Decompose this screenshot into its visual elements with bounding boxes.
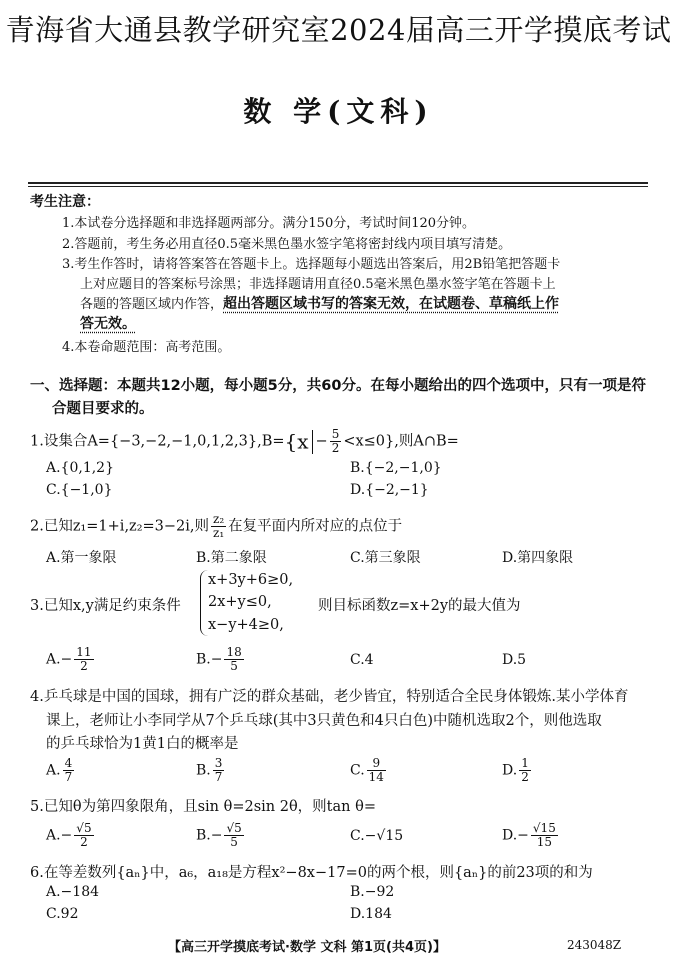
q5-option-d	[502, 822, 560, 849]
notice-item-3-plain: 各题的答题区域内作答，	[80, 297, 224, 312]
q2-frac-den: z₁	[213, 526, 225, 540]
q3-a-prefix: A.−	[46, 651, 73, 668]
q1-set-b-open: {x	[284, 429, 309, 454]
q5-option-b	[196, 822, 246, 849]
notice-item-2: 2.答题前，考生务必用直径0.5毫米黑色墨水签字笔将密封线内项目填写清楚。	[62, 237, 512, 252]
notice-item-3: 3.考生作答时，请将答案答在答题卡上。选择题每小题选出答案后，用2B铅笔把答题卡	[62, 257, 561, 272]
q5-d-den: 15	[536, 835, 552, 849]
q4-option-d	[502, 757, 533, 784]
q2-option-d: D.第四象限	[502, 550, 574, 566]
q3-option-a	[46, 646, 96, 673]
q4-b-prefix: B.	[196, 762, 211, 779]
q4-c-fraction	[367, 757, 386, 784]
header-rule-thin	[28, 186, 648, 187]
q4-a-fraction	[63, 757, 75, 784]
notice-item-3-cont-1: 上对应题目的答案标号涂黑；非选择题请用直径0.5毫米黑色墨水签字笔在答题卡上	[80, 277, 556, 292]
header-rule-thick	[28, 182, 648, 184]
question-2-stem	[30, 513, 402, 540]
section-heading-cont: 合题目要求的。	[52, 401, 154, 417]
q4-c-num: 9	[367, 757, 386, 771]
question-1-stem	[30, 428, 459, 455]
page-footer: 【高三开学摸底考试·数学 文科 第1页(共4页)】	[168, 940, 446, 955]
q2-fraction	[211, 513, 226, 540]
q5-b-prefix: B.−	[196, 827, 223, 844]
notice-item-3-emphasis-end: 答无效。	[80, 316, 136, 332]
q4-line-1: 4.乒乓球是中国的国球，拥有广泛的群众基础，老少皆宜，特别适合全民身体锻炼.某小学体育	[30, 689, 629, 705]
q5-a-num: √5	[76, 821, 92, 835]
q3-constraint-2: 2x+y≤0,	[208, 594, 272, 610]
q2-option-b: B.第二象限	[196, 550, 267, 566]
q1-option-b: B.{−2,−1,0}	[350, 460, 442, 476]
q3-option-b	[196, 646, 246, 673]
q4-a-den: 7	[64, 770, 73, 784]
q2-stem-end: 在复平面内所对应的点位于	[228, 518, 403, 535]
q4-option-b	[196, 757, 226, 784]
q5-d-prefix: D.−	[502, 827, 529, 844]
q4-line-3: 的乒乓球恰为1黄1白的概率是	[46, 736, 239, 752]
q2-option-c: C.第三象限	[350, 550, 421, 566]
q4-a-prefix: A.	[46, 762, 61, 779]
q3-stem-end: 则目标函数z=x+2y的最大值为	[318, 598, 521, 614]
q5-b-num: √5	[226, 821, 242, 835]
q4-d-den: 2	[521, 770, 529, 784]
q3-option-d: D.5	[502, 652, 527, 668]
section-heading: 一、选择题：本题共12小题，每小题5分，共60分。在每小题给出的四个选项中，只有一项是符	[30, 378, 646, 394]
q1-fraction	[330, 428, 342, 455]
q6-option-b: B.−92	[350, 884, 395, 900]
q5-b-den: 5	[230, 835, 238, 849]
exam-title: 青海省大通县教学研究室2024届高三开学摸底考试	[5, 13, 672, 47]
q3-b-fraction	[224, 646, 243, 673]
q4-option-c	[350, 757, 388, 784]
notice-item-3-cont-2	[80, 293, 559, 313]
q1-option-a: A.{0,1,2}	[46, 460, 114, 476]
q3-constraint-1: x+3y+6≥0,	[208, 572, 294, 588]
q4-d-fraction	[519, 757, 531, 784]
q5-b-fraction	[224, 822, 243, 849]
q1-frac-num: 5	[331, 427, 340, 441]
q3-a-num: 11	[76, 645, 92, 659]
q6-option-d: D.184	[350, 906, 392, 922]
notice-item-3-emphasis: 超出答题区域书写的答案无效，在试题卷、草稿纸上作	[223, 296, 560, 312]
question-5-stem: 5.已知θ为第四象限角，且sin θ=2sin 2θ，则tan θ=	[30, 799, 376, 815]
q1-frac-den: 2	[331, 441, 340, 455]
q4-d-num: 1	[521, 756, 529, 770]
q4-option-a	[46, 757, 76, 784]
q4-b-den: 7	[214, 770, 223, 784]
q1-set-b-close: <x≤0}	[343, 433, 395, 450]
q2-option-a: A.第一象限	[46, 550, 117, 566]
notice-item-1: 1.本试卷分选择题和非选择题两部分。满分150分，考试时间120分钟。	[62, 216, 476, 231]
q5-a-fraction	[74, 822, 93, 849]
q3-a-fraction	[74, 646, 93, 673]
q1-option-c: C.{−1,0}	[46, 482, 113, 498]
paper-code: 243048Z	[567, 938, 622, 952]
q5-option-c: C.−√15	[350, 828, 404, 844]
q1-minus: −	[315, 433, 328, 450]
q4-c-den: 14	[368, 770, 384, 784]
q3-constraint-3: x−y+4≥0,	[208, 617, 284, 633]
q3-a-den: 2	[80, 659, 88, 673]
q3-b-num: 18	[226, 645, 242, 659]
q1-set-bar	[312, 430, 313, 454]
question-6-stem: 6.在等差数列{aₙ}中，a₆，a₁₈是方程x²−8x−17=0的两个根，则{aₙ}的前23项的和为	[30, 865, 593, 881]
q6-option-c: C.92	[46, 906, 79, 922]
q1-option-d: D.{−2,−1}	[350, 482, 429, 498]
q3-b-den: 5	[230, 659, 238, 673]
q5-d-num: √15	[532, 821, 556, 835]
q6-option-a: A.−184	[46, 884, 100, 900]
q3-b-prefix: B.−	[196, 651, 223, 668]
q4-c-prefix: C.	[350, 762, 365, 779]
q4-d-prefix: D.	[502, 762, 518, 779]
q2-stem-text: 2.已知z₁=1+i,z₂=3−2i,则	[30, 518, 210, 535]
q5-a-den: 2	[80, 835, 88, 849]
q1-stem-end: ,则A∩B=	[394, 433, 459, 450]
exam-subtitle: 数 学(文科)	[243, 95, 434, 128]
q1-stem-text: 1.设集合A={−3,−2,−1,0,1,2,3},B=	[30, 433, 285, 450]
q4-line-2: 课上，老师让小李同学从7个乒乓球(其中3只黄色和4只白色)中随机选取2个，则他选取	[46, 713, 602, 729]
q2-frac-num: z₂	[213, 512, 225, 526]
notice-heading: 考生注意：	[30, 194, 100, 210]
q4-b-num: 3	[214, 756, 223, 770]
q5-option-a	[46, 822, 96, 849]
q5-a-prefix: A.−	[46, 827, 73, 844]
q4-b-fraction	[213, 757, 225, 784]
question-3-stem: 3.已知x,y满足约束条件	[30, 598, 181, 614]
notice-item-4: 4.本卷命题范围：高考范围。	[62, 340, 231, 355]
q5-d-fraction	[531, 822, 558, 849]
q4-a-num: 4	[64, 756, 73, 770]
q3-option-c: C.4	[350, 652, 374, 668]
